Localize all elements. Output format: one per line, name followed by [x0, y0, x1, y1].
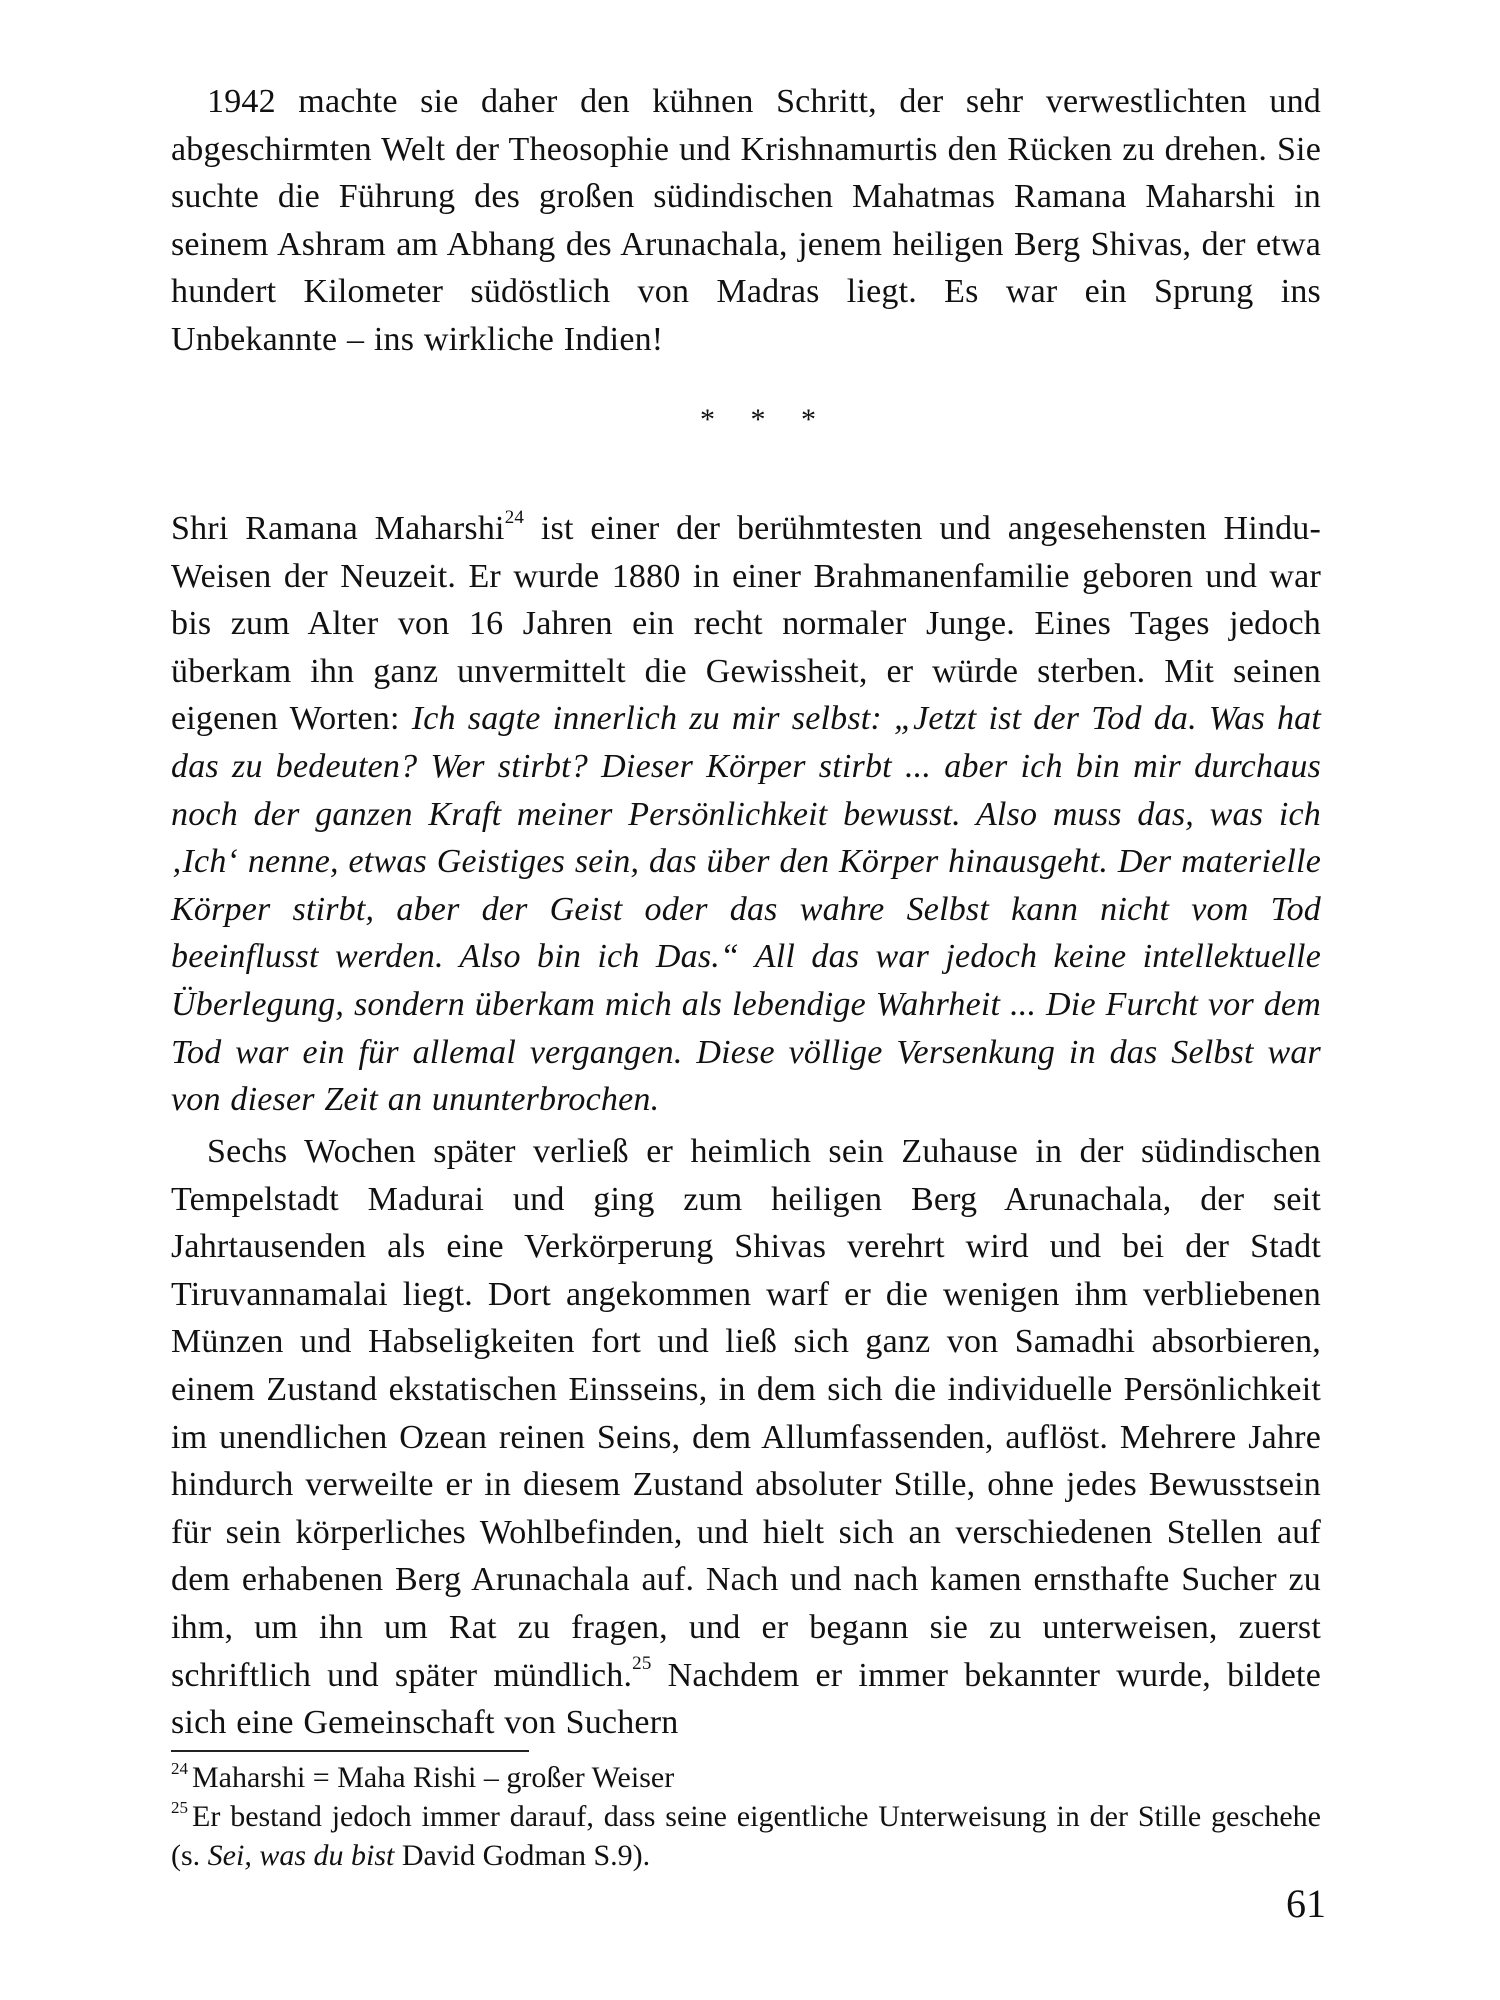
footnotes: [171, 1758, 1321, 1875]
paragraph-2: [171, 505, 1321, 1124]
paragraph-1: 1942 machte sie daher den kühnen Schritt, der sehr verwestlichten und abgeschirmten Welt der Theosophie und Krishnamurtis den Rücken zu drehen. Sie suchte die Führung des großen südindischen Mahatmas Ramana Maharshi in seinem Ashram am Abhang des Arunachala, jenem heiligen Berg Shivas, der etwa hundert Kilometer südöstlich von Madras liegt. Es war ein Sprung ins Unbekannte – ins wirkliche Indien!: [171, 83, 1321, 358]
footnote-25: [171, 1797, 1321, 1875]
footnote-25-book-title: Sei, was du bist: [207, 1839, 395, 1872]
footnote-25-text-end: David Godman S.9).: [394, 1839, 651, 1872]
footnote-divider: [171, 1750, 529, 1752]
paragraph-3-continuation: Nachdem er immer bekannter wurde, bildete sich eine Gemeinschaft von Suchern: [171, 1656, 1321, 1742]
footnote-ref-25: 25: [632, 1653, 652, 1675]
footnote-ref-24: 24: [504, 506, 525, 528]
footnote-25-text: Er bestand jedoch immer darauf, dass seine eigentliche Unterweisung in der Stille geschehe (s.: [171, 1800, 1321, 1872]
footnote-25-number: 25: [171, 1798, 188, 1817]
footnote-24: [171, 1758, 1321, 1797]
footnote-24-number: 24: [171, 1759, 188, 1778]
paragraph-3-body: Sechs Wochen später verließ er heimlich sein Zuhause in der südindischen Tempelstadt Madurai und ging zum heiligen Berg Arunachala, der seit Jahrtausenden als eine Verkörperung Shivas verehrt wird und bei der Stadt Tiruvannamalai liegt. Dort angekommen warf er die wenigen ihm verbliebenen Münzen und Habseligkeiten fort und ließ sich ganz von Samadhi absorbieren, einem Zustand ekstatischen Einsseins, in dem sich die individuelle Persönlichkeit im unendlichen Ozean reinen Seins, dem Allumfassenden, auflöst. Mehrere Jahre hindurch verweilte er in diesem Zustand absoluter Stille, ohne jedes Bewusstsein für sein körperliches Wohlbefinden, und hielt sich an verschiedenen Stellen auf dem erhabenen Berg Arunachala auf. Nach und nach kamen ernsthafte Sucher zu ihm, um ihn um Rat zu fragen, und er begann sie zu unterweisen, zuerst schriftlich und später mündlich.: [171, 1133, 1321, 1694]
paragraph-2-intro: Shri Ramana Maharshi: [171, 510, 505, 547]
quote-italic: Ich sagte innerlich zu mir selbst: „Jetzt ist der Tod da. Was hat das zu bedeuten? Wer stirbt? Dieser Körper stirbt ... aber ich bin mir durchaus noch der ganzen Kraft meiner Persönlichkeit bewusst. Also muss das, was ich ‚Ich‘ nenne, etwas Geistiges sein, das über den Körper hinausgeht. Der materielle Körper stirbt, aber der Geist oder das wahre Selbst kann nicht vom Tod beeinflusst werden. Also bin ich Das.“ All das war jedoch keine intellektuelle Überlegung, sondern überkam mich als lebendige Wahrheit ... Die Furcht vor dem Tod war ein für allemal vergangen. Diese völlige Versenkung in das Selbst war von dieser Zeit an ununterbrochen.: [171, 700, 1321, 1119]
paragraph-3: [171, 1128, 1321, 1747]
section-separator: * * *: [700, 403, 830, 436]
paragraph-2-body: ist einer der berühmtesten und angesehensten Hindu-Weisen der Neuzeit. Er wurde 1880 in einer Brahmanenfamilie geboren und war bis zum Alter von 16 Jahren ein recht normaler Junge. Eines Tages jedoch überkam ihn ganz unvermittelt die Gewissheit, er würde sterben. Mit seinen eigenen Worten:: [171, 510, 1321, 738]
page-number: 61: [1286, 1881, 1326, 1926]
footnote-24-text: Maharshi = Maha Rishi – großer Weiser: [192, 1761, 675, 1794]
